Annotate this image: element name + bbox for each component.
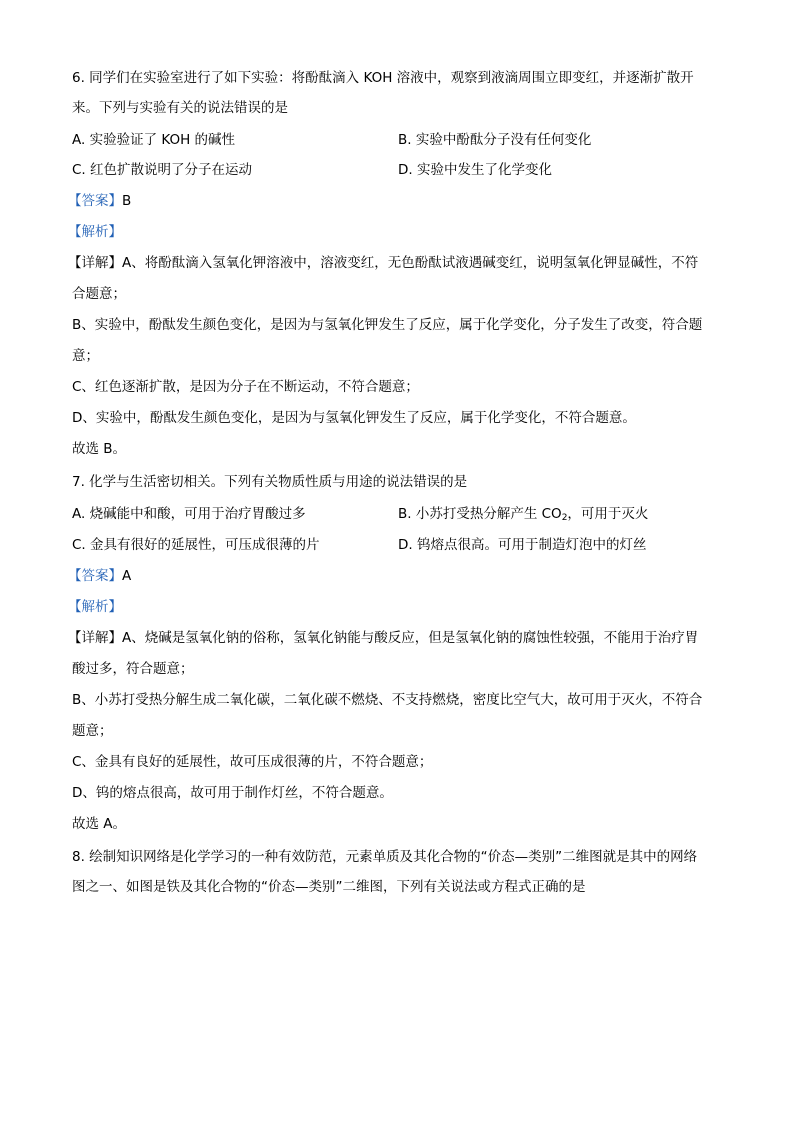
q6-stem-line2: 来。下列与实验有关的说法错误的是 (72, 100, 288, 116)
explanation-text: A、烧碱是氢氧化钠的俗称，氢氧化钠能与酸反应，但是氢氧化钠的腐蚀性较强，不能用于治疗胃 (122, 630, 699, 646)
q6-explanation-line3: B、实验中，酚酞发生颜色变化，是因为与氢氧化钾发生了反应，属于化学变化，分子发生了改变，符合题 (72, 317, 703, 333)
q7-answer (68, 566, 131, 586)
answer-value: A (122, 568, 132, 584)
q6-explanation-line1 (68, 253, 698, 273)
q7-explanation-line5: C、金具有良好的延展性，故可压成很薄的片，不符合题意； (72, 754, 433, 770)
q7-explanation-line3: B、小苏打受热分解生成二氧化碳，二氧化碳不燃烧、不支持燃烧，密度比空气大，故可用于灭火，不符合 (72, 692, 703, 708)
detail-label: 【详解】 (68, 255, 122, 271)
q7-explanation-line4: 题意； (72, 723, 113, 739)
q6-stem-line1: 6. 同学们在实验室进行了如下实验：将酚酞滴入 KOH 溶液中，观察到液滴周围立即变红，并逐渐扩散开 (72, 70, 694, 86)
q6-explanation-line5: C、红色逐渐扩散，是因为分子在不断运动，不符合题意； (72, 379, 419, 395)
q7-explanation-line7: 故选 A。 (72, 816, 127, 832)
q6-explanation-line6: D、实验中，酚酞发生颜色变化，是因为与氢氧化钾发生了反应，属于化学变化，不符合题意。 (72, 410, 636, 426)
q6-option-b: B. 实验中酚酞分子没有任何变化 (398, 132, 592, 148)
detail-label: 【详解】 (68, 630, 122, 646)
q6-option-a: A. 实验验证了 KOH 的碱性 (72, 132, 236, 148)
q7-option-c: C. 金具有很好的延展性，可压成很薄的片 (72, 537, 320, 553)
answer-label: 【答案】 (68, 568, 122, 584)
q6-option-c: C. 红色扩散说明了分子在运动 (72, 162, 253, 178)
option-b-subscript: 2 (561, 513, 568, 523)
answer-value: B (122, 193, 132, 209)
option-b-text: B. 小苏打受热分解产生 CO (398, 506, 562, 522)
q7-option-a: A. 烧碱能中和酸，可用于治疗胃酸过多 (72, 506, 306, 522)
q7-explanation-line2: 酸过多，符合题意； (72, 661, 194, 677)
explanation-text: A、将酚酞滴入氢氧化钾溶液中，溶液变红，无色酚酞试液遇碱变红，说明氢氧化钾显碱性，不符 (122, 255, 699, 271)
q6-explanation-line4: 意； (72, 348, 99, 364)
q8-stem-line1: 8. 绘制知识网络是化学学习的一种有效防范，元素单质及其化合物的“价态—类别”二维图就是其中的网络 (72, 849, 698, 865)
option-b-text-tail: ，可用于灭火 (567, 506, 649, 522)
q7-explanation-line6: D、钨的熔点很高，故可用于制作灯丝，不符合题意。 (72, 785, 393, 801)
q7-option-b (398, 504, 648, 528)
q6-analysis-label: 【解析】 (68, 224, 122, 240)
q6-answer (68, 191, 131, 211)
answer-label: 【答案】 (68, 193, 122, 209)
q7-explanation-line1 (68, 628, 698, 648)
q7-option-d: D. 钨熔点很高。可用于制造灯泡中的灯丝 (398, 537, 647, 553)
q6-explanation-line2: 合题意； (72, 286, 126, 302)
q6-explanation-line7: 故选 B。 (72, 441, 127, 457)
q7-stem-line1: 7. 化学与生活密切相关。下列有关物质性质与用途的说法错误的是 (72, 474, 468, 490)
q6-option-d: D. 实验中发生了化学变化 (398, 162, 552, 178)
q8-stem-line2: 图之一、如图是铁及其化合物的“价态—类别”二维图，下列有关说法或方程式正确的是 (72, 879, 586, 895)
q7-analysis-label: 【解析】 (68, 599, 122, 615)
